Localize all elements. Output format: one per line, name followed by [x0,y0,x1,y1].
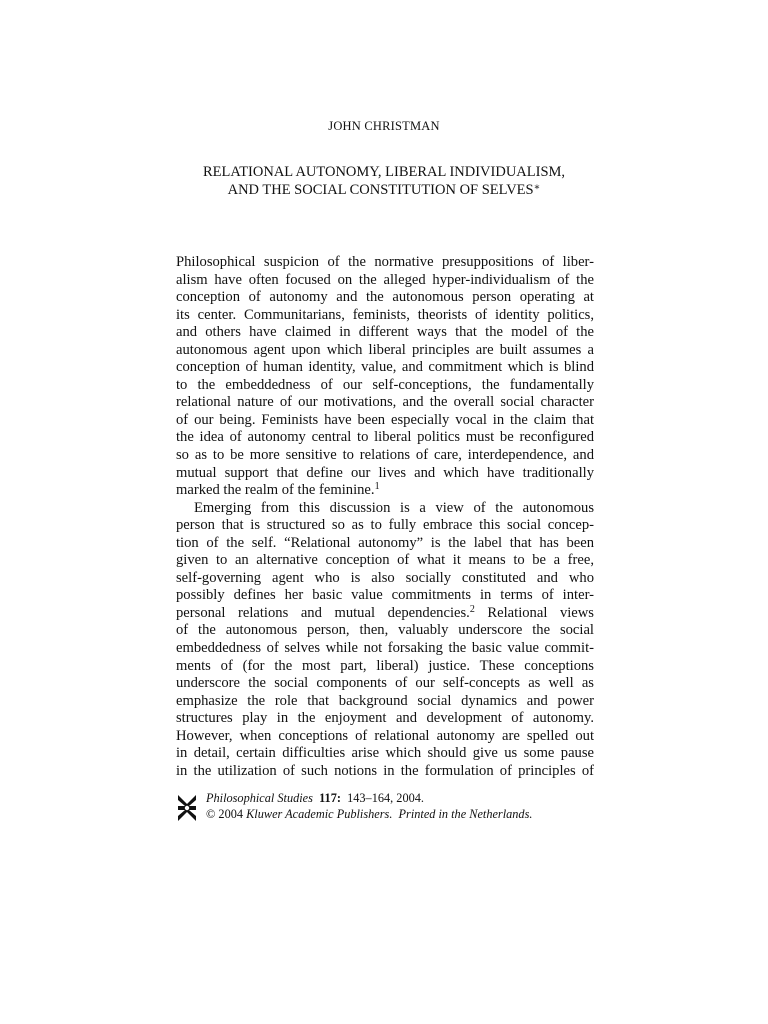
body-line: of the autonomous person, then, valuably underscore the social [176,622,594,639]
pages-year: 143–164, 2004. [347,791,424,805]
body-line: in detail, certain difficulties arise which should give us some pause [176,745,594,762]
body-line: embeddedness of selves while not forsaking the basic value commit- [176,640,594,657]
body-line-text: marked the realm of the feminine. [176,482,375,499]
body-line-text: personal relations and mutual dependencies. [176,604,470,621]
copyright-prefix: © 2004 [206,807,244,821]
body-line: Emerging from this discussion is a view of the autonomous [194,499,594,516]
body-line: emphasize the role that background social dynamics and power [176,692,594,709]
title-line-2 [0,181,768,199]
paper-title [0,163,768,199]
footnote-ref-1[interactable]: 1 [374,481,380,493]
footer-text [206,790,532,822]
body-line: alism have often focused on the alleged hyper-individualism of the [176,271,594,288]
body-line: Philosophical suspicion of the normative presuppositions of liber- [176,254,594,270]
body-line: mutual support that define our lives and which have traditionally [176,464,594,481]
body-line: given to an alternative conception of what it means to be a free, [176,552,594,569]
body-line: underscore the social components of our self-concepts as well as [176,675,594,692]
body-line: and others have claimed in different ways that the model of the [176,324,594,341]
body-line-with-note [176,605,594,623]
title-footnote-mark: ∗ [533,182,541,193]
body-line: to the embeddedness of our self-conceptions, the fundamentally [176,376,594,393]
author-name: JOHN CHRISTMAN [328,119,440,133]
publisher-name: Kluwer Academic Publishers. [246,807,393,821]
volume-number: 117: [319,791,341,805]
body-text [176,254,594,780]
body-line: so as to be more sensitive to relations of care, interdependence, and [176,447,594,464]
body-line: conception of autonomy and the autonomous person operating at [176,289,594,306]
body-line: autonomous agent upon which liberal principles are built assumes a [176,341,594,358]
paragraph-2 [176,500,594,781]
body-line: ments of (for the most part, liberal) justice. These conceptions [176,657,594,674]
body-line: the idea of autonomy central to liberal politics must be reconfigured [176,429,594,446]
body-line: of our being. Feminists have been especially vocal in the claim that [176,411,594,428]
body-line: self-governing agent who is also socially constituted and who [176,569,594,586]
body-line: structures play in the enjoyment and development of autonomy. [176,710,594,727]
paragraph-1 [176,254,594,500]
citation-line [206,790,532,806]
body-line: in the utilization of such notions in the formulation of principles of [176,762,594,779]
copyright-line [206,806,532,822]
body-line: tion of the self. “Relational autonomy” is the label that has been [176,534,594,551]
journal-name: Philosophical Studies [206,791,313,805]
body-line: possibly defines her basic value commitments in terms of inter- [176,587,594,604]
body-line: person that is structured so as to fully embrace this social concep- [176,517,594,534]
body-line: conception of human identity, value, and commitment which is blind [176,359,594,376]
body-line: relational nature of our motivations, and the overall social character [176,394,594,411]
body-line-last [176,482,594,500]
title-line-1: RELATIONAL AUTONOMY, LIBERAL INDIVIDUALISM, [202,164,566,180]
footnote-ref-2[interactable]: 2 [469,603,475,615]
body-line-text: Relational views [474,604,594,621]
title-line-2-text: AND THE SOCIAL CONSTITUTION OF SELVES [227,182,534,198]
kluwer-logo-icon [176,794,198,822]
body-line: However, when conceptions of relational autonomy are spelled out [176,727,594,744]
body-line: its center. Communitarians, feminists, theorists of identity politics, [176,306,594,323]
printed-location: Printed in the Netherlands. [398,807,533,821]
